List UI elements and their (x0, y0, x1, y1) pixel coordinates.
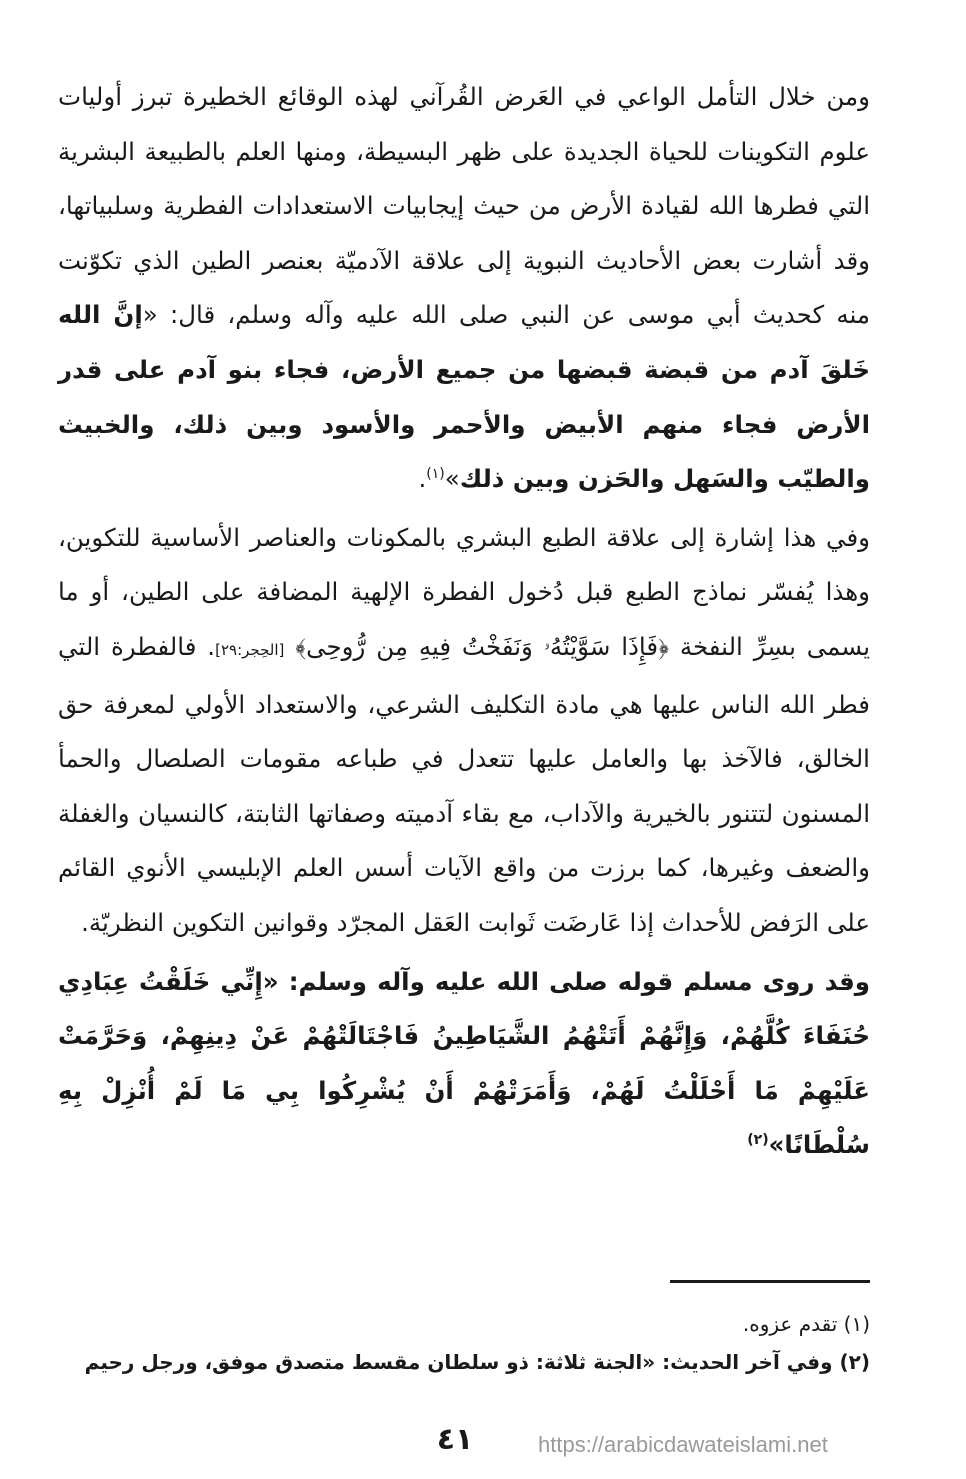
quran-verse: ﴿فَإِذَا سَوَّيْتُهُۥ وَنَفَخْتُ فِيهِ مِن رُّوحِى﴾ (295, 631, 669, 661)
paragraph-2-text: وفي هذا إشارة إلى علاقة الطبع البشري بالمكونات والعناصر الأساسية للتكوين، وهذا يُفسّر نماذج الطبع قبل دُخول الفطرة الإلهية المضافة على الطين، أو ما يسمى بسِرِّ النفخة (58, 522, 871, 661)
quote-close: » (444, 464, 460, 494)
paragraph-2-rest: . فالفطرة التي فطر الله الناس عليها هي مادة التكليف الشرعي، والاستعداد الأولي لمعرفة حق الخالق، فالآخذ بها والعامل عليها تتعدل في طباعه مقومات الصلصال والحمأ المسنون لتتنور بالخيرية والآداب، مع بقاء آدميته وصفاتها الثابتة، كالنسيان والغفلة والضعف وغيرها، كما برزت من واقع الآيات أسس العلم الإبليسي الأنوي القائم على الرَفض للأحداث إذا عَارضَت ثَوابت العَقل المجرّد وقوانين التكوين النظريّة. (58, 631, 870, 937)
footnote-2: (٢) وفي آخر الحديث: «الجنة ثلاثة: ذو سلطان مقسط متصدق موفق، ورجل رحيم (84, 1350, 870, 1374)
footnotes (58, 1305, 870, 1381)
verse-reference: [الحِجر:٢٩] (215, 640, 285, 659)
footnote-1: (١) تقدم عزوه. (742, 1312, 870, 1336)
paragraph-1 (58, 70, 870, 507)
hadith-quote-muslim: وقد روى مسلم قوله صلى الله عليه وآله وسلم: «إِنِّي خَلَقْتُ عِبَادِي حُنَفَاءَ كُلَّهُمْ، وَإِنَّهُمْ أَتَتْهُمُ الشَّيَاطِينُ فَاجْتَالَتْهُمْ عَنْ دِينِهِمْ، وَحَرَّمَتْ عَلَيْهِمْ مَا أَحْلَلْتُ لَهُمْ، وَأَمَرَتْهُمْ أَنْ يُشْرِكُوا بِي مَا لَمْ أُنْزِلْ بِهِ سُلْطَانًا» (58, 966, 870, 1160)
paragraph-2 (58, 511, 870, 951)
footnote-divider (670, 1280, 870, 1283)
footnote-marker-1[interactable]: (١) (426, 466, 445, 482)
watermark-url: https://arabicdawateislami.net (538, 1432, 828, 1457)
paragraph-3 (58, 955, 870, 1173)
page-number: ٤١ (436, 1422, 474, 1457)
paragraph-1-text: ومن خلال التأمل الواعي في العَرض القُرآني لهذه الوقائع الخطيرة تبرز أوليات علوم التكوينات للحياة الجديدة على ظهر البسيطة، ومنها العلم بالطبيعة البشرية التي فطرها الله لقيادة الأرض من حيث إيجابيات الاستعدادات الفطرية وسلبياتها، وقد أشارت بعض الأحاديث النبوية إلى علاقة الآدميّة بعنصر الطين الذي تكوّنت منه كحديث أبي موسى عن النبي صلى الله عليه وآله وسلم، قال: « (58, 82, 870, 330)
footnote-marker-2[interactable]: (٢) (747, 1132, 769, 1149)
hadith-quote-adam: إنَّ الله خَلقَ آدم من قبضة قبضها من جميع الأرض، فجاء بنو آدم على قدر الأرض فجاء منهم الأبيض والأحمر والأسود وبين ذلك، والخبيث والطيّب والسَهل والحَزن وبين ذلك (58, 300, 870, 494)
paragraph-1-end: . (418, 464, 427, 494)
page-body (58, 70, 870, 1173)
